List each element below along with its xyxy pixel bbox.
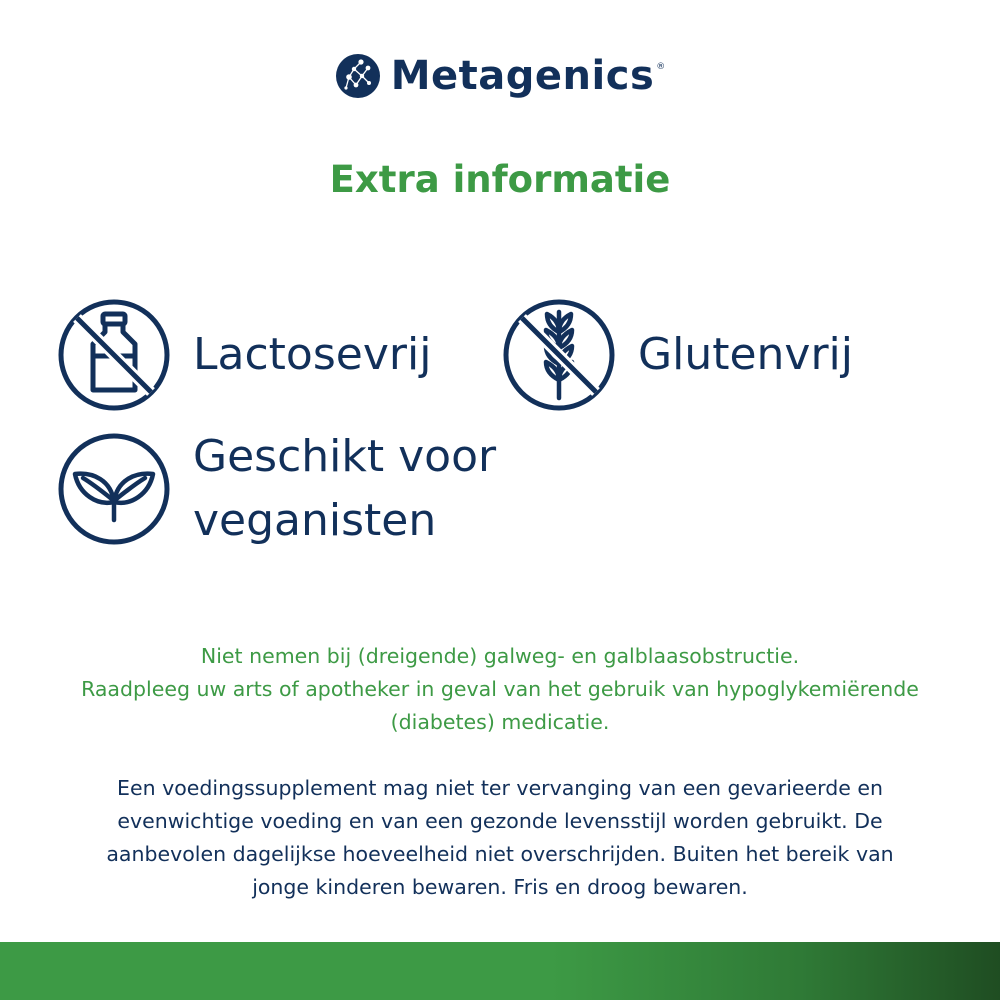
registered-mark: ®: [656, 62, 666, 72]
no-wheat-icon: [502, 298, 616, 412]
feature-label-vegan-line2: veganisten: [193, 495, 437, 546]
disclaimer-text: [60, 772, 940, 904]
bottom-green-bar: [0, 942, 1000, 1000]
warning-line: Raadpleeg uw arts of apotheker in geval van het gebruik van hypoglykemiërende: [81, 677, 919, 701]
feature-label-lactosevrij: Lactosevrij: [193, 329, 432, 380]
warning-text: [30, 640, 970, 739]
disclaimer-line: jonge kinderen bewaren. Fris en droog bewaren.: [252, 875, 748, 899]
feature-label-glutenvrij: Glutenvrij: [638, 329, 853, 380]
warning-line: Niet nemen bij (dreigende) galweg- en galblaasobstructie.: [200, 644, 800, 668]
vegan-leaf-icon: [57, 432, 171, 546]
page-title: Extra informatie: [329, 158, 671, 201]
molecule-logo-icon: [335, 53, 381, 99]
disclaimer-line: evenwichtige voeding en van een gezonde levensstijl worden gebruikt. De: [117, 809, 883, 833]
feature-label-vegan-line1: Geschikt voor: [193, 431, 497, 482]
brand-name: Metagenics: [390, 53, 655, 99]
disclaimer-line: Een voedingssupplement mag niet ter vervanging van een gevarieerde en: [117, 776, 883, 800]
disclaimer-line: aanbevolen dagelijkse hoeveelheid niet overschrijden. Buiten het bereik van: [106, 842, 894, 866]
brand-logo: [0, 48, 1000, 104]
no-milk-bottle-icon: [57, 298, 171, 412]
warning-line: (diabetes) medicatie.: [390, 710, 610, 734]
